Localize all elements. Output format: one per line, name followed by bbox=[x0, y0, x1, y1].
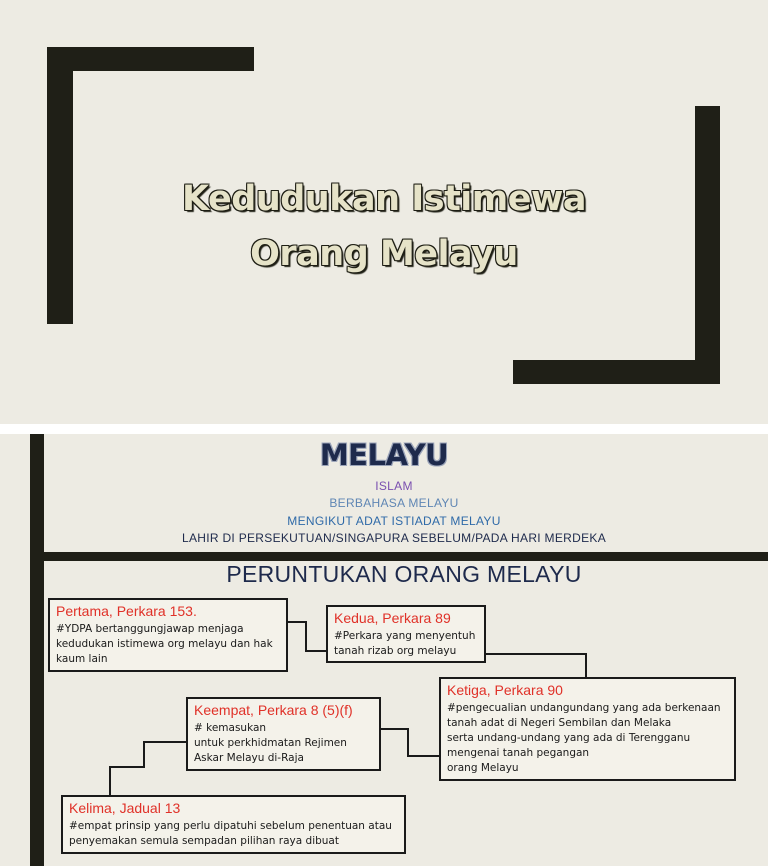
criteria-lahir: LAHIR DI PERSEKUTUAN/SINGAPURA SEBELUM/PADA HARI MERDEKA bbox=[181, 531, 606, 545]
criteria-bahasa: BERBAHASA MELAYU bbox=[329, 496, 459, 510]
box-keempat-title: Keempat, Perkara 8 (5)(f) bbox=[194, 702, 353, 718]
box-ketiga-title: Ketiga, Perkara 90 bbox=[447, 682, 563, 698]
box-ketiga-body: #pengecualian undangundang yang ada berkenaan tanah adat di Negeri Sembilan dan Melaka serta undang-undang yang ada di Terengganu mengenai tanah pegangan orang Melayu bbox=[447, 702, 721, 774]
slide-title bbox=[0, 172, 768, 282]
box-kedua-title: Kedua, Perkara 89 bbox=[334, 610, 451, 626]
box-keempat bbox=[186, 697, 381, 771]
box-keempat-body: # kemasukan untuk perkhidmatan Rejimen Askar Melayu di-Raja bbox=[194, 722, 347, 764]
section-title: PERUNTUKAN ORANG MELAYU bbox=[226, 561, 582, 587]
title-line-2: Orang Melayu bbox=[250, 234, 518, 274]
box-kedua-body: #Perkara yang menyentuh tanah rizab org melayu bbox=[334, 630, 476, 657]
box-kelima-title: Kelima, Jadual 13 bbox=[69, 800, 181, 816]
frame-top-left-horizontal bbox=[47, 47, 254, 71]
box-kelima-body: #empat prinsip yang perlu dipatuhi sebelum penentuan atau penyemakan semula sempadan pilihan raya dibuat bbox=[69, 820, 392, 847]
frame-bottom-right-horizontal bbox=[513, 360, 720, 384]
criteria-adat: MENGIKUT ADAT ISTIADAT MELAYU bbox=[287, 514, 501, 528]
box-pertama-body: #YDPA bertanggungjawap menjaga kedudukan istimewa org melayu dan hak kaum lain bbox=[56, 623, 273, 665]
box-ketiga bbox=[439, 677, 736, 781]
box-pertama bbox=[48, 598, 288, 672]
criteria-islam: ISLAM bbox=[375, 479, 413, 493]
title-slide bbox=[0, 0, 768, 424]
title-line-1: Kedudukan Istimewa bbox=[182, 179, 586, 219]
content-slide bbox=[0, 434, 768, 866]
box-kedua bbox=[326, 605, 486, 663]
melayu-heading: MELAYU bbox=[319, 438, 449, 472]
box-pertama-title: Pertama, Perkara 153. bbox=[56, 603, 197, 619]
box-kelima bbox=[61, 795, 406, 854]
